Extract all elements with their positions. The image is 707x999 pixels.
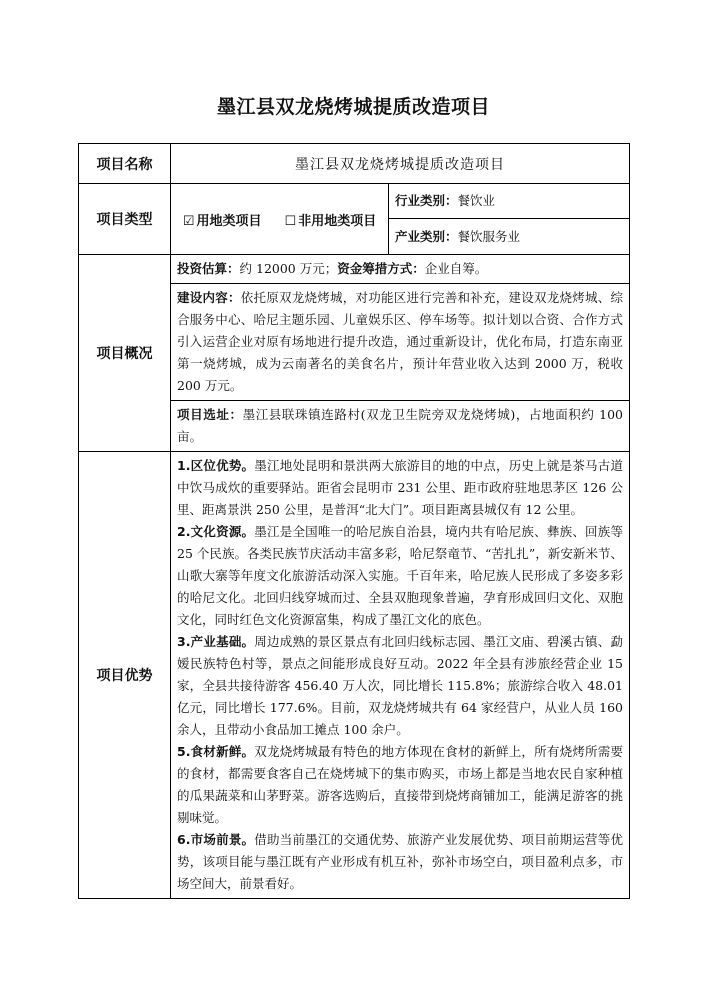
project-type-label: 项目类型 (79, 184, 171, 255)
advantage-item-location (177, 455, 623, 521)
advantage-item-market (177, 829, 623, 895)
funding-value: 企业自筹。 (424, 261, 488, 276)
advantage-text: 借助当前墨江的交通优势、旅游产业发展优势、项目前期运营等优势，该项目能与墨江既有产业形成有机互补，弥补市场空白，项目盈利点多，市场空间大，前景看好。 (177, 832, 623, 891)
row-project-name (79, 144, 630, 184)
funding-label: 资金筹措方式： (337, 261, 425, 276)
investment-cell (171, 255, 630, 284)
investment-label: 投资估算： (177, 261, 240, 276)
project-info-table (78, 143, 630, 899)
site-label: 项目选址： (177, 407, 243, 422)
sector-category (389, 219, 630, 255)
advantage-text: 周边成熟的景区景点有北回归线标志园、墨江文庙、碧溪古镇、勐嫒民族特色村等，景点之间能形成良好互动。2022 年全县有涉旅经营企业 15 家，全县共接待游客 456.40 万人次，同比增长 115.8%；旅游综合收入 48.01 亿元，同比增长 177.6%。目前，双龙烧烤城共有 64 家经营户，从业人员 160 余人，且带动小食品加工摊点 100 余户。 (177, 634, 623, 737)
nonland-type-label: 非用地类项目 (298, 213, 377, 229)
advantage-head: 5.食材新鲜。 (177, 744, 255, 759)
advantage-head: 6.市场前景。 (177, 832, 255, 847)
advantage-item-culture (177, 521, 623, 631)
project-type-options (171, 184, 389, 255)
investment-value: 约 12000 万元； (239, 261, 338, 276)
overview-label: 项目概况 (79, 255, 171, 452)
construction-cell (171, 284, 630, 401)
advantage-head: 1.区位优势。 (177, 458, 255, 473)
sector-category-label: 产业类别： (395, 228, 458, 244)
project-name-value: 墨江县双龙烧烤城提质改造项目 (171, 144, 630, 184)
row-advantages (79, 452, 630, 899)
document-title: 墨江县双龙烧烤城提质改造项目 (216, 96, 490, 118)
industry-category-value: 餐饮业 (457, 193, 496, 208)
advantage-text: 墨江地处昆明和景洪两大旅游目的地的中点，历史上就是茶马古道中饮马成炊的重要驿站。距省会昆明市 231 公里、距市政府驻地思茅区 126 公里、距离景洪 250 公里，是普洱“北大门”。项目距离县城仅有 12 公里。 (177, 458, 623, 517)
construction-value: 依托原双龙烧烤城，对功能区进行完善和补充，建设双龙烧烤城、综合服务中心、哈尼主题乐园、儿童娱乐区、停车场等。拟计划以合资、合作方式引入运营企业对原有场地进行提升改造，通过重新设计，优化布局，打造东南亚第一烧烤城，成为云南著名的美食名片，预计年营业收入达到 2000 万，税收 200 万元。 (177, 290, 623, 393)
industry-category (389, 184, 630, 219)
advantage-item-ingredients (177, 741, 623, 829)
site-value: 墨江县联珠镇连路村(双龙卫生院旁双龙烧烤城)，占地面积约 100 亩。 (177, 407, 623, 444)
land-checkbox-icon[interactable]: ☑ (182, 213, 195, 229)
construction-label: 建设内容： (177, 290, 241, 305)
advantage-head: 2.文化资源。 (177, 524, 255, 539)
advantage-head: 3.产业基础。 (177, 634, 255, 649)
nonland-checkbox-icon[interactable]: ☐ (284, 213, 297, 229)
row-project-type-top (79, 184, 630, 219)
advantage-item-industry (177, 631, 623, 741)
site-cell (171, 401, 630, 452)
advantage-text: 双龙烧烤城最有特色的地方体现在食材的新鲜上，所有烧烤所需要的食材，都需要食客自己在烧烤城下的集市购买，市场上都是当地农民自家种植的瓜果蔬菜和山茅野菜。游客选购后，直接带到烧烤商铺加工，能满足游客的挑剔味觉。 (177, 744, 623, 825)
project-name-label: 项目名称 (79, 144, 171, 184)
advantages-content (171, 452, 630, 899)
row-overview-investment (79, 255, 630, 284)
advantage-text: 墨江是全国唯一的哈尼族自治县，境内共有哈尼族、彝族、回族等 25 个民族。各类民族节庆活动丰富多彩，哈尼祭竜节、“苦扎扎”，新安新米节、山歌大寨等年度文化旅游活动深入实施。千百年来，哈尼族人民形成了多姿多彩的哈尼文化。北回归线穿城而过、全县双胞现象普遍，孕育形成回归文化、双胞文化，同时红色文化资源富集，构成了墨江文化的底色。 (177, 524, 623, 627)
advantages-label: 项目优势 (79, 452, 171, 899)
industry-category-label: 行业类别： (395, 193, 458, 208)
land-type-label: 用地类项目 (196, 213, 262, 229)
sector-category-value: 餐饮服务业 (457, 228, 521, 244)
